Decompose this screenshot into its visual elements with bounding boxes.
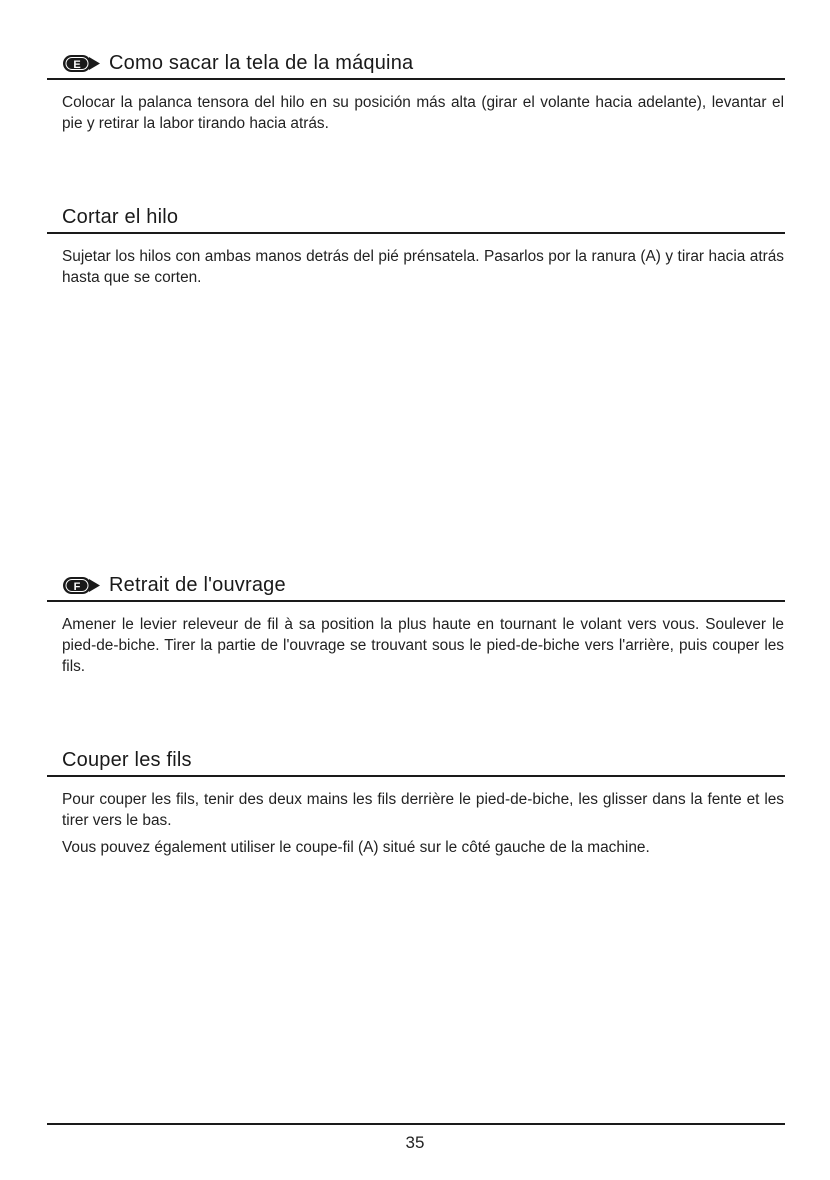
section-heading bbox=[47, 745, 785, 777]
section-cut-thread-fr bbox=[47, 745, 785, 858]
section-title: Retrait de l'ouvrage bbox=[109, 574, 286, 596]
section-heading bbox=[47, 202, 785, 234]
section-paragraph: Vous pouvez également utiliser le coupe-fil (A) situé sur le côté gauche de la machine. bbox=[62, 839, 650, 856]
section-heading bbox=[47, 48, 785, 80]
section-remove-fabric-fr bbox=[47, 570, 785, 677]
section-paragraph: Pour couper les fils, tenir des deux mains les fils derrière le pied-de-biche, les glisser dans la fente et les tirer vers le bas. bbox=[62, 791, 784, 829]
section-remove-fabric-es bbox=[47, 48, 785, 134]
section-heading bbox=[47, 570, 785, 602]
section-title: Couper les fils bbox=[62, 749, 192, 771]
badge-letter: E bbox=[73, 59, 81, 71]
section-paragraph: Amener le levier releveur de fil à sa position la plus haute en tournant le volant vers vous. Soulever le pied-de-biche. Tirer la partie de l'ouvrage se trouvant sous le pied-de-biche vers l'arrière, puis couper les fils. bbox=[62, 616, 784, 675]
section-cut-thread-es bbox=[47, 202, 785, 288]
section-paragraph: Colocar la palanca tensora del hilo en su posición más alta (girar el volante hacia adelante), levantar el pie y retirar la labor tirando hacia atrás. bbox=[62, 94, 784, 132]
section-paragraph: Sujetar los hilos con ambas manos detrás del pié prénsatela. Pasarlos por la ranura (A) y tirar hacia atrás hasta que se corten. bbox=[62, 248, 784, 286]
language-f-badge-icon bbox=[62, 576, 101, 595]
section-title: Cortar el hilo bbox=[62, 206, 179, 228]
language-e-badge-icon bbox=[62, 54, 101, 73]
page-number: 35 bbox=[405, 1133, 425, 1152]
footer-divider bbox=[47, 1123, 785, 1125]
badge-letter: F bbox=[73, 581, 81, 593]
section-title: Como sacar la tela de la máquina bbox=[109, 52, 414, 74]
